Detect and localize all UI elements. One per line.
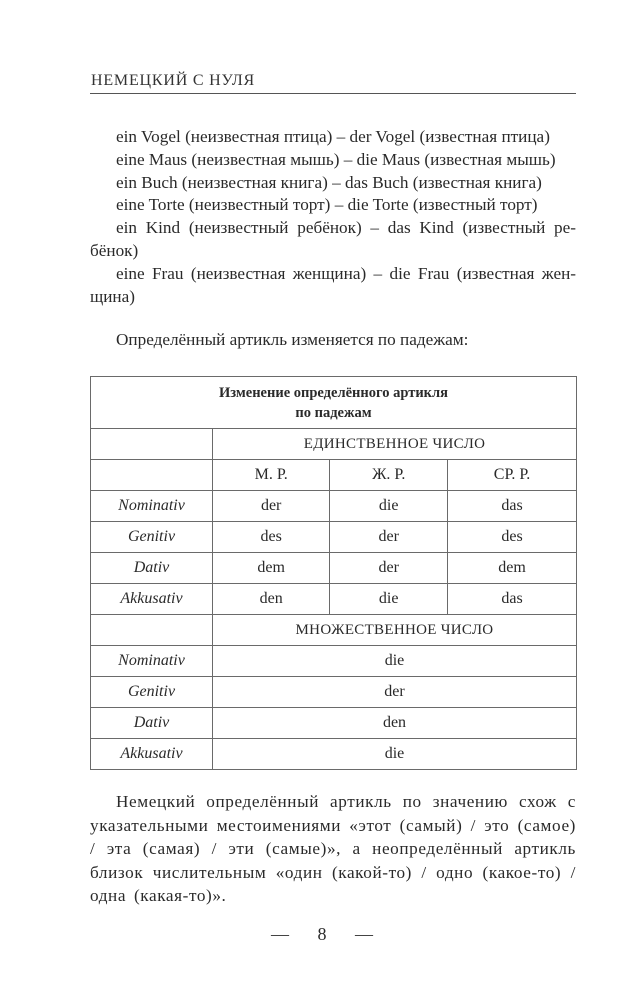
closing-paragraph [90, 790, 576, 908]
table-row [91, 491, 577, 522]
folio-dash: — [271, 924, 289, 944]
caption-line: по падежам [295, 404, 372, 421]
table-cell: den [213, 708, 577, 739]
case-label: Akkusativ [91, 739, 213, 770]
case-label: Dativ [91, 553, 213, 584]
table-row [91, 708, 577, 739]
table-row [91, 739, 577, 770]
article-declension-table [90, 376, 577, 770]
table-cell: der [213, 677, 577, 708]
header-rule [90, 93, 576, 94]
table-caption [91, 377, 577, 429]
table-cell: die [213, 739, 577, 770]
example-line: eine Torte (неизвестный торт) – die Torte (известный торт) [116, 195, 538, 215]
paragraph-text: Немецкий определённый артикль по значению схож с указательными местоимениями «этот (самый) / это (самое) / эта (самая) / эти (самые)», а неопределённый артикль близок числительным «один (какой-то) / одно (какое-то) / одна (какая-то)». [90, 792, 576, 905]
table-row [91, 522, 577, 553]
table-caption-row [91, 377, 577, 429]
gender-header: СР. Р. [448, 460, 577, 491]
gender-header: М. Р. [213, 460, 330, 491]
example-line: ein Kind (неизвестный ребёнок) – das Kind (известный ре-бёнок) [90, 218, 576, 260]
examples-list [90, 126, 576, 308]
gender-header: Ж. Р. [330, 460, 448, 491]
empty-cell [91, 615, 213, 646]
example-line: ein Vogel (неизвестная птица) – der Vogel (известная птица) [116, 127, 550, 146]
table-row [91, 584, 577, 615]
table-cell: die [330, 584, 448, 615]
table-row [91, 677, 577, 708]
table-cell: dem [213, 553, 330, 584]
page-footer [0, 924, 644, 945]
table-cell: dem [448, 553, 577, 584]
folio-dash: — [355, 924, 373, 944]
table-cell: das [448, 491, 577, 522]
running-head: НЕМЕЦКИЙ С НУЛЯ [91, 72, 255, 89]
empty-cell [91, 460, 213, 491]
gender-header-row [91, 460, 577, 491]
section-row [91, 429, 577, 460]
table-intro: Определённый артикль изменяется по падежам: [116, 330, 469, 349]
empty-cell [91, 429, 213, 460]
case-label: Nominativ [91, 646, 213, 677]
table-cell: das [448, 584, 577, 615]
singular-label: ЕДИНСТВЕННОЕ ЧИСЛО [213, 429, 577, 460]
section-row [91, 615, 577, 646]
table-cell: die [330, 491, 448, 522]
case-label: Genitiv [91, 677, 213, 708]
table-row [91, 553, 577, 584]
example-line: eine Frau (неизвестная женщина) – die Frau (известная жен-щина) [90, 263, 576, 306]
table-cell: den [213, 584, 330, 615]
table-cell: der [213, 491, 330, 522]
case-label: Nominativ [91, 491, 213, 522]
table-cell: die [213, 646, 577, 677]
table-cell: des [448, 522, 577, 553]
case-label: Dativ [91, 708, 213, 739]
case-label: Genitiv [91, 522, 213, 553]
table-cell: des [213, 522, 330, 553]
table-cell: der [330, 553, 448, 584]
caption-line: Изменение определённого артикля [218, 384, 449, 401]
plural-label: МНОЖЕСТВЕННОЕ ЧИСЛО [213, 615, 577, 646]
case-label: Akkusativ [91, 584, 213, 615]
example-line: ein Buch (неизвестная книга) – das Buch (известная книга) [116, 172, 542, 192]
table-row [91, 646, 577, 677]
example-line: eine Maus (неизвестная мышь) – die Maus (известная мышь) [116, 149, 556, 169]
table-cell: der [330, 522, 448, 553]
page-number: 8 [317, 924, 327, 944]
